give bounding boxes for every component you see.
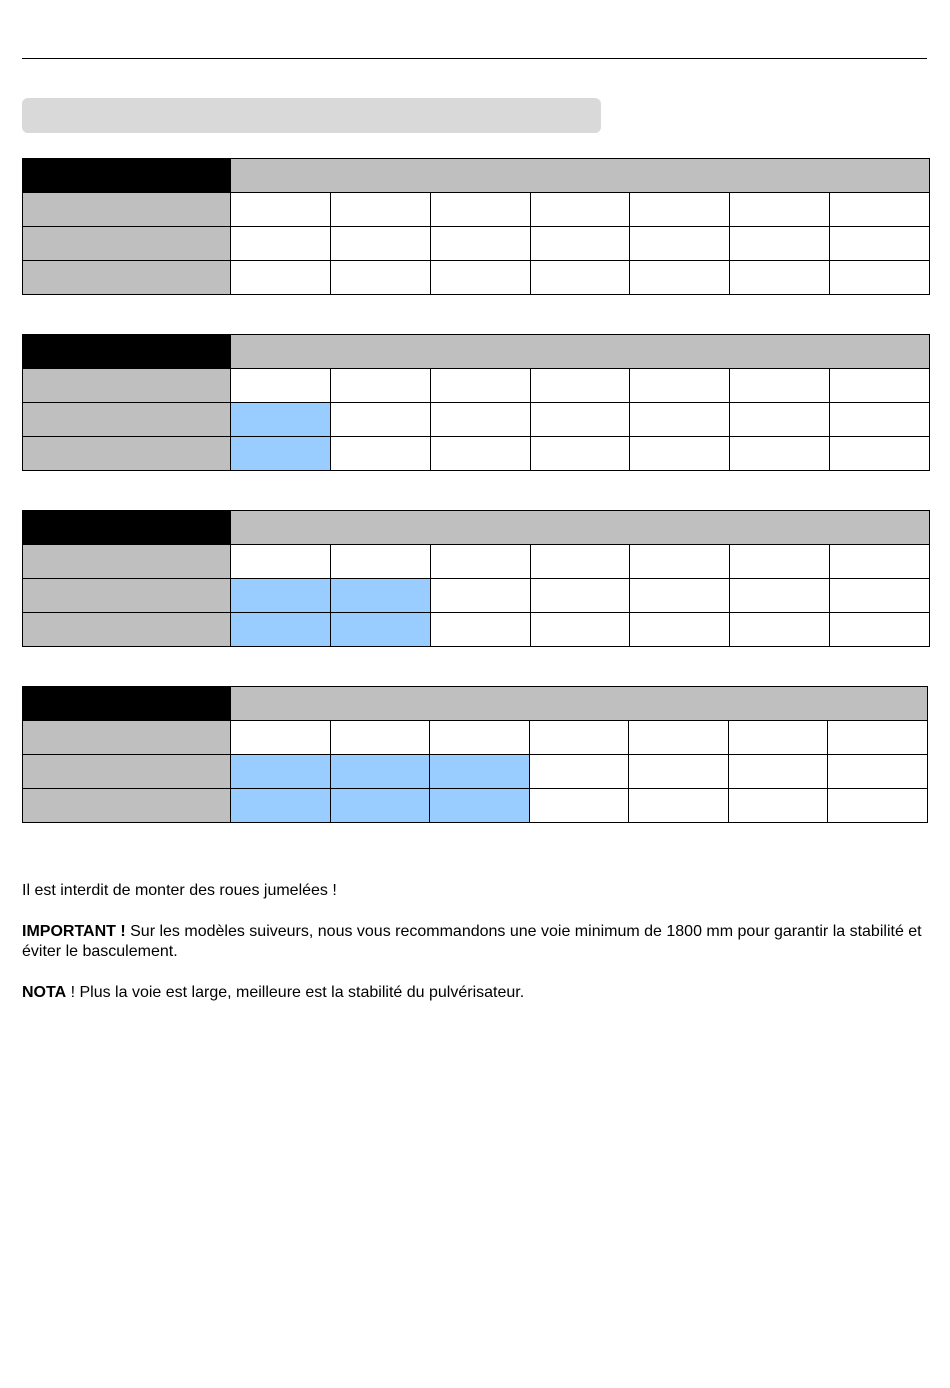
table-cell xyxy=(830,261,930,295)
table-cell xyxy=(231,369,331,403)
table-header-row xyxy=(23,335,930,369)
table-cell xyxy=(430,261,530,295)
highlighted-cell xyxy=(231,613,331,647)
table-cell xyxy=(828,721,928,755)
table-cell xyxy=(530,193,630,227)
table-cell xyxy=(231,545,331,579)
table-cell xyxy=(630,613,730,647)
table-cell xyxy=(430,227,530,261)
table-cell xyxy=(530,227,630,261)
table-cell xyxy=(730,227,830,261)
table-cell xyxy=(430,613,530,647)
table-cell xyxy=(630,403,730,437)
important-text: Sur les modèles suiveurs, nous vous recommandons une voie minimum de 1800 mm pour garantir la stabilité et éviter le basculement. xyxy=(22,923,922,960)
table-row xyxy=(23,193,930,227)
highlighted-cell xyxy=(330,789,430,823)
table-cell xyxy=(430,403,530,437)
table-row xyxy=(23,369,930,403)
table-cell xyxy=(330,261,430,295)
track-table-2 xyxy=(22,334,930,471)
highlighted-cell xyxy=(330,613,430,647)
table-cell xyxy=(529,721,629,755)
table-cell xyxy=(629,755,729,789)
table-row xyxy=(23,437,930,471)
table-cell xyxy=(330,369,430,403)
table-cell xyxy=(830,403,930,437)
table-cell xyxy=(430,193,530,227)
header-black-cell xyxy=(23,687,231,721)
table-cell xyxy=(629,721,729,755)
table-cell xyxy=(730,579,830,613)
table-cell xyxy=(630,579,730,613)
table-cell xyxy=(231,227,331,261)
table-cell xyxy=(728,755,828,789)
nota-text: ! Plus la voie est large, meilleure est la stabilité du pulvérisateur. xyxy=(66,984,525,1001)
table-cell xyxy=(830,579,930,613)
table-cell xyxy=(530,261,630,295)
highlighted-cell xyxy=(430,755,530,789)
table-row xyxy=(23,545,930,579)
header-grey-cell xyxy=(231,335,930,369)
notes xyxy=(22,881,927,1024)
highlighted-cell xyxy=(231,579,331,613)
table-cell xyxy=(630,437,730,471)
section-title-bar xyxy=(22,98,601,133)
table-cell xyxy=(828,755,928,789)
header-black-cell xyxy=(23,159,231,193)
header-grey-cell xyxy=(231,511,930,545)
note-important xyxy=(22,922,927,962)
track-table-3 xyxy=(22,510,930,647)
table-row xyxy=(23,789,928,823)
table-cell xyxy=(830,613,930,647)
highlighted-cell xyxy=(231,403,331,437)
table-cell xyxy=(530,437,630,471)
note-nota xyxy=(22,983,927,1003)
table-cell xyxy=(530,579,630,613)
nota-label: NOTA xyxy=(22,984,67,1001)
table-row xyxy=(23,261,930,295)
row-label-cell xyxy=(23,721,231,755)
table-cell xyxy=(430,579,530,613)
row-label-cell xyxy=(23,789,231,823)
table-header-row xyxy=(23,687,928,721)
track-table-1 xyxy=(22,158,930,295)
note-twin-wheels: Il est interdit de monter des roues jumelées ! xyxy=(22,882,337,899)
row-label-cell xyxy=(23,227,231,261)
table-cell xyxy=(330,227,430,261)
table-cell xyxy=(330,437,430,471)
table-cell xyxy=(630,545,730,579)
table-cell xyxy=(330,545,430,579)
table-row xyxy=(23,403,930,437)
row-label-cell xyxy=(23,369,231,403)
table-cell xyxy=(830,545,930,579)
highlighted-cell xyxy=(231,437,331,471)
table-cell xyxy=(730,437,830,471)
table-cell xyxy=(728,721,828,755)
header-black-cell xyxy=(23,335,231,369)
header-grey-cell xyxy=(231,159,930,193)
table-row xyxy=(23,721,928,755)
table-cell xyxy=(529,789,629,823)
track-table-4 xyxy=(22,686,928,823)
row-label-cell xyxy=(23,261,231,295)
table-cell xyxy=(430,369,530,403)
table-cell xyxy=(430,437,530,471)
table-cell xyxy=(530,613,630,647)
table-cell xyxy=(730,403,830,437)
table-cell xyxy=(629,789,729,823)
table-cell xyxy=(330,721,430,755)
table-cell xyxy=(330,193,430,227)
row-label-cell xyxy=(23,403,231,437)
row-label-cell xyxy=(23,437,231,471)
row-label-cell xyxy=(23,579,231,613)
table-cell xyxy=(828,789,928,823)
table-header-row xyxy=(23,159,930,193)
header-black-cell xyxy=(23,511,231,545)
table-cell xyxy=(530,369,630,403)
row-label-cell xyxy=(23,613,231,647)
table-cell xyxy=(430,545,530,579)
table-row xyxy=(23,227,930,261)
table-cell xyxy=(830,227,930,261)
row-label-cell xyxy=(23,545,231,579)
table-row xyxy=(23,755,928,789)
row-label-cell xyxy=(23,193,231,227)
highlighted-cell xyxy=(231,755,331,789)
table-header-row xyxy=(23,511,930,545)
table-cell xyxy=(730,369,830,403)
table-row xyxy=(23,579,930,613)
table-cell xyxy=(730,545,830,579)
table-cell xyxy=(529,755,629,789)
table-cell xyxy=(630,369,730,403)
important-label: IMPORTANT ! xyxy=(22,923,126,940)
table-cell xyxy=(730,193,830,227)
table-cell xyxy=(728,789,828,823)
top-rule xyxy=(22,58,927,59)
table-cell xyxy=(231,261,331,295)
highlighted-cell xyxy=(231,789,331,823)
table-cell xyxy=(730,613,830,647)
table-cell xyxy=(231,193,331,227)
table-cell xyxy=(630,193,730,227)
table-cell xyxy=(630,261,730,295)
highlighted-cell xyxy=(430,789,530,823)
table-cell xyxy=(530,403,630,437)
highlighted-cell xyxy=(330,755,430,789)
table-cell xyxy=(530,545,630,579)
table-row xyxy=(23,613,930,647)
table-cell xyxy=(430,721,530,755)
table-cell xyxy=(830,369,930,403)
table-cell xyxy=(830,437,930,471)
header-grey-cell xyxy=(231,687,928,721)
table-cell xyxy=(830,193,930,227)
table-cell xyxy=(330,403,430,437)
row-label-cell xyxy=(23,755,231,789)
highlighted-cell xyxy=(330,579,430,613)
table-cell xyxy=(630,227,730,261)
table-cell xyxy=(231,721,331,755)
table-cell xyxy=(730,261,830,295)
